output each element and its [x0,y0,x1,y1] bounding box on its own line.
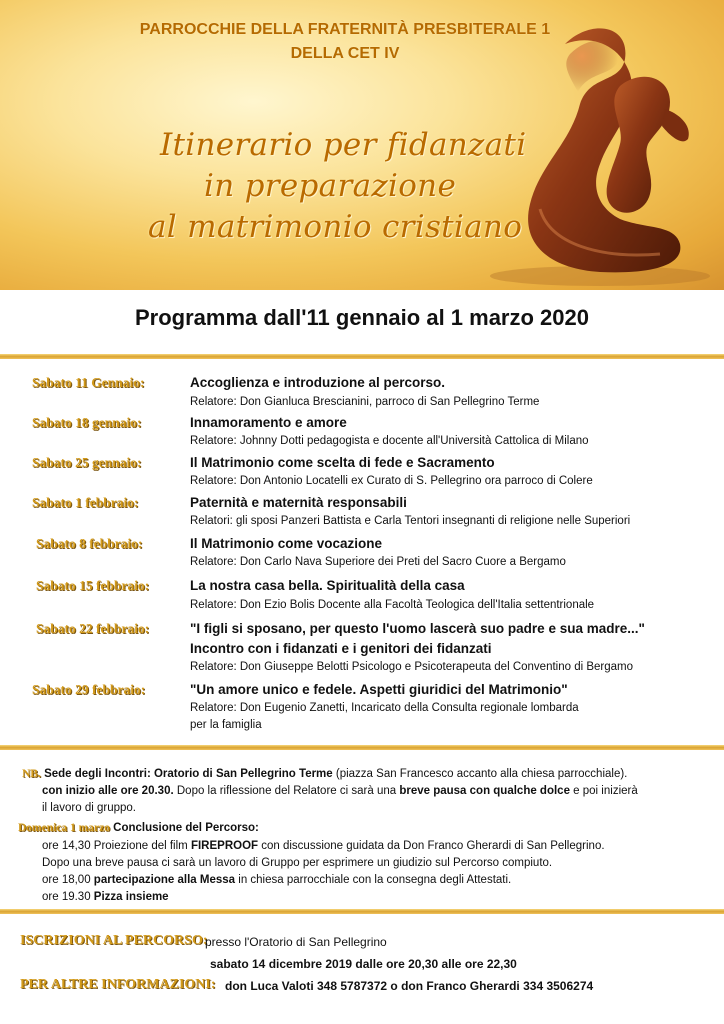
sunday-line [18,820,259,836]
parish-heading-line-1: PARROCCHIE DELLA FRATERNITÀ PRESBITERALE 1 [139,21,551,38]
schedule-date: Sabato 22 febbraio: [36,621,150,636]
venue-bold: Sede degli Incontri: Oratorio di San Pellegrino Terme [44,768,333,780]
info-label: PER ALTRE INFORMAZIONI: [20,977,216,992]
schedule-speaker: Relatore: Don Carlo Nava Superiore dei Preti del Sacro Cuore a Bergamo [190,556,566,568]
parish-heading-line-2: DELLA CET IV [290,45,400,62]
venue-line [22,766,627,782]
schedule-topic: Accoglienza e introduzione al percorso. [190,375,446,390]
schedule-topic: Innamoramento e amore [190,415,347,430]
registration-label: ISCRIZIONI AL PERCORSO: [20,933,208,948]
schedule-topic: "Un amore unico e fedele. Aspetti giuridici del Matrimonio" [190,682,568,697]
program-title: Programma dall'11 gennaio al 1 marzo 2020 [135,305,589,330]
film-title: FIREPROOF [190,840,259,852]
main-title-line-3: al matrimonio cristiano [148,209,523,245]
main-title-line-2: in preparazione [204,168,457,204]
schedule-speaker: Relatore: Johnny Dotti pedagogista e docente all'Università Cattolica di Milano [190,435,589,447]
start-time-text: Dopo la riflessione del Relatore ci sarà una [173,785,400,797]
registration-text: presso l'Oratorio di San Pellegrino [205,935,387,949]
schedule-topic: Il Matrimonio come vocazione [190,536,383,551]
film-time: ore 14,30 Proiezione del film [42,840,191,852]
film-text: con discussione guidata da Don Franco Gherardi di San Pellegrino. [258,840,605,852]
schedule-topic: Paternità e maternità responsabili [190,495,407,510]
schedule-speaker: Relatore: Don Antonio Locatelli ex Curato di S. Pellegrino ora parroco di Colere [190,475,593,487]
schedule-date: Sabato 11 Gennaio: [32,375,145,390]
main-title-line-1: Itinerario per fidanzati [160,127,527,163]
pizza-bold: Pizza insieme [93,891,169,903]
pizza-time: ore 19.30 [42,891,94,903]
schedule-topic: La nostra casa bella. Spiritualità della casa [190,578,465,593]
mass-bold: partecipazione alla Messa [93,874,236,886]
schedule-speaker: Relatore: Don Gianluca Brescianini, parroco di San Pellegrino Terme [190,396,540,408]
schedule-topic-2: Incontro con i fidanzati e i genitori dei fidanzati [190,641,492,656]
schedule-speaker: Relatore: Don Giuseppe Belotti Psicologo e Psicoterapeuta del Conventino di Bergamo [190,661,634,673]
schedule-speaker: Relatore: Don Ezio Bolis Docente alla Facoltà Teologica dell'Italia settentrionale [190,599,595,611]
gold-divider [0,745,724,750]
main-title [148,125,548,248]
pizza-line [42,889,169,905]
sunday-title: Conclusione del Percorso: [109,822,259,834]
schedule-topic: "I figli si sposano, per questo l'uomo lascerà suo padre e sua madre..." [190,621,645,636]
schedule-date: Sabato 1 febbraio: [32,495,139,510]
mass-line [42,872,511,888]
schedule-topic: Il Matrimonio come scelta di fede e Sacramento [190,455,495,470]
group-work-line: il lavoro di gruppo. [42,802,136,814]
info-contacts: don Luca Valoti 348 5787372 o don Franco Gherardi 334 3506274 [225,979,594,993]
start-time-bold: con inizio alle ore 20.30. [42,785,174,797]
schedule-speaker-2: per la famiglia [190,719,262,731]
group-judgement-line: Dopo una breve pausa ci sarà un lavoro di Gruppo per esprimere un giudizio sul Percorso compiuto. [42,857,553,869]
break-bold: breve pausa con qualche dolce [399,785,570,797]
header-banner [0,0,724,290]
mass-text: in chiesa parrocchiale con la consegna degli Attestati. [235,874,512,886]
film-line [42,838,605,854]
mass-time: ore 18,00 [42,874,94,886]
schedule-date: Sabato 15 febbraio: [36,578,150,593]
schedule-date: Sabato 8 febbraio: [36,536,143,551]
start-time-line [42,783,638,799]
nb-label: NB. [22,768,41,780]
schedule-date: Sabato 25 gennaio: [32,455,142,470]
schedule-speaker: Relatore: Don Eugenio Zanetti, Incaricato della Consulta regionale lombarda [190,702,579,714]
sunday-label: Domenica 1 marzo [18,822,110,834]
schedule-date: Sabato 29 febbraio: [32,682,146,697]
schedule-date: Sabato 18 gennaio: [32,415,142,430]
venue-text: (piazza San Francesco accanto alla chiesa parrocchiale). [332,768,628,780]
break-text: e poi inizierà [569,785,638,797]
schedule-speaker: Relatori: gli sposi Panzeri Battista e Carla Tentori insegnanti di religione nelle Superiori [190,515,631,527]
gold-divider [0,909,724,914]
gold-divider [0,354,724,359]
registration-date: sabato 14 dicembre 2019 dalle ore 20,30 alle ore 22,30 [210,957,517,971]
